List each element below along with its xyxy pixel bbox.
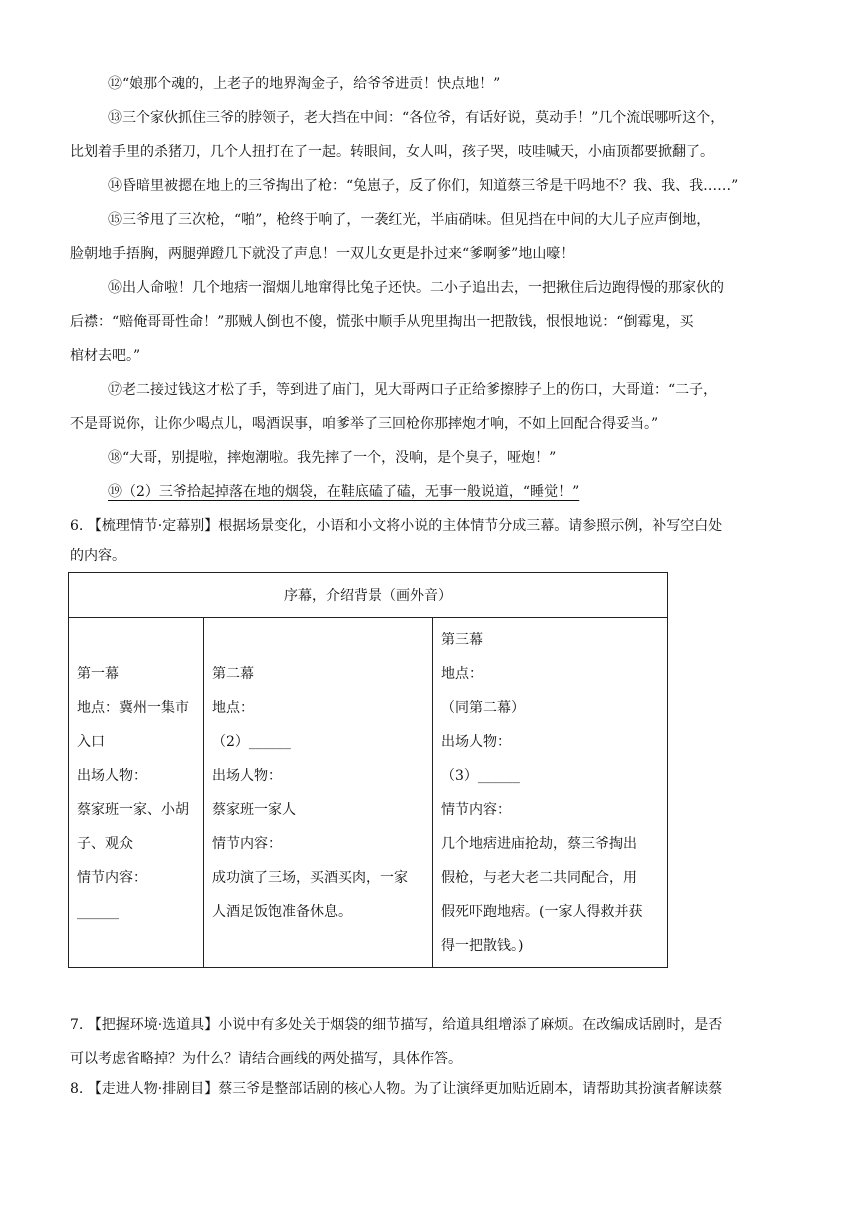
paragraph-14: ⑭昏暗里被摁在地上的三爷掏出了枪：“兔崽子，反了你们，知道蔡三爷是干吗地不？我、我、我……” <box>108 178 739 194</box>
table-header-prologue: 序幕，介绍背景（画外音） <box>69 573 668 618</box>
question-7-line-1: 7. 【把握环境·选道具】小说中有多处关于烟袋的细节描写，给道具组增添了麻烦。在改编成话剧时，是否 <box>70 1017 723 1033</box>
act-1-title: 第一幕 <box>77 665 119 682</box>
act-1-people-line-1: 蔡家班一家、小胡 <box>77 801 189 818</box>
act-2-plot-line-1: 成功演了三场，买酒买肉，一家 <box>212 869 408 886</box>
act-3-plot-line-2: 假枪，与老大老二共同配合，用 <box>441 869 637 886</box>
paragraph-17-line-1: ⑰老二接过钱这才松了手，等到进了庙门，见大哥两口子正给爹擦脖子上的伤口，大哥道：“二子， <box>108 382 718 398</box>
act-1-plot-label: 情节内容： <box>77 869 147 886</box>
paragraph-15-line-2: 脸朝地手捂胸，两腿弹蹬几下就没了声息！一双儿女更是扑过来“爹啊爹”地山嚎！ <box>70 246 575 262</box>
paragraph-13-line-2: 比划着手里的杀猪刀，几个人扭打在了一起。转眼间，女人叫，孩子哭，吱哇喊天，小庙顶都要掀翻了。 <box>70 144 714 160</box>
question-6-line-1: 6. 【梳理情节·定幕别】根据场景变化，小语和小文将小说的主体情节分成三幕。请参照示例，补写空白处 <box>70 518 723 534</box>
act-3-plot-line-1: 几个地痞进庙抢劫，蔡三爷掏出 <box>441 835 637 852</box>
act-3-people-label: 出场人物： <box>441 733 511 750</box>
act-2-people-label: 出场人物： <box>212 767 282 784</box>
act-1-people-line-2: 子、观众 <box>77 835 133 852</box>
act-3-people-blank: （3）______ <box>441 767 520 784</box>
question-7-line-2: 可以考虑省略掉？为什么？请结合画线的两处描写，具体作答。 <box>70 1051 462 1067</box>
act-1-place-label: 地点：冀州一集市 <box>77 699 189 716</box>
act-3-place-label: 地点： <box>441 665 483 682</box>
act-3-cell <box>433 618 668 968</box>
act-2-cell <box>204 618 433 968</box>
act-2-plot-line-2: 人酒足饭饱准备休息。 <box>212 903 352 920</box>
act-1-place-cont: 入口 <box>77 733 105 750</box>
act-1-people-label: 出场人物： <box>77 767 147 784</box>
paragraph-18: ⑱“大哥，别提啦，摔炮潮啦。我先摔了一个，没响，是个臭子，哑炮！” <box>108 450 557 466</box>
act-1-cell <box>69 618 204 968</box>
act-3-plot-label: 情节内容： <box>441 801 511 818</box>
act-2-place-blank: （2）______ <box>212 733 291 750</box>
act-3-place: （同第二幕） <box>441 699 525 716</box>
question-6-line-2: 的内容。 <box>70 548 126 564</box>
paragraph-19-underlined <box>70 475 820 509</box>
act-3-plot-line-3: 假死吓跑地痞。(一家人得救并获 <box>441 903 643 920</box>
act-2-plot-label: 情节内容： <box>212 835 282 852</box>
act-2-place-label: 地点： <box>212 699 254 716</box>
paragraph-16-line-2: 后襟：“赔俺哥哥性命！”那贼人倒也不傻，慌张中顺手从兜里掏出一把散钱，恨恨地说：“倒霉鬼，买 <box>70 314 694 330</box>
act-3-title: 第三幕 <box>441 631 483 648</box>
paragraph-12: ⑫“娘那个魂的，上老子的地界淘金子，给爷爷进贡！快点地！” <box>108 76 501 92</box>
act-3-plot-line-4: 得一把散钱。) <box>441 937 524 954</box>
paragraph-16-line-3: 棺材去吧。” <box>70 348 141 364</box>
paragraph-16-line-1: ⑯出人命啦！几个地痞一溜烟儿地窜得比兔子还快。二小子追出去，一把揪住后边跑得慢的那家伙的 <box>108 280 724 296</box>
question-8-line-1: 8. 【走进人物·排剧目】蔡三爷是整部话剧的核心人物。为了让演绎更加贴近剧本，请帮助其扮演者解读蔡 <box>70 1081 723 1097</box>
act-1-plot-blank: ______ <box>77 903 119 920</box>
paragraph-17-line-2: 不是哥说你，让你少喝点儿，喝酒误事，咱爹举了三回枪你那摔炮才响，不如上回配合得妥当。” <box>70 416 659 432</box>
paragraph-15-line-1: ⑮三爷甩了三次枪，“啪”，枪终于响了，一袭红光，半庙硝味。但见挡在中间的大儿子应声倒地， <box>108 212 711 228</box>
plot-table <box>68 572 668 968</box>
underlined-sentence: ⑲（2）三爷拾起掉落在地的烟袋，在鞋底磕了磕，无事一般说道，“睡觉！” <box>108 484 580 500</box>
paragraph-13-line-1: ⑬三个家伙抓住三爷的脖领子，老大挡在中间：“各位爷，有话好说，莫动手！”几个流氓哪听这个， <box>108 110 725 126</box>
act-2-people: 蔡家班一家人 <box>212 801 296 818</box>
act-2-title: 第二幕 <box>212 665 254 682</box>
